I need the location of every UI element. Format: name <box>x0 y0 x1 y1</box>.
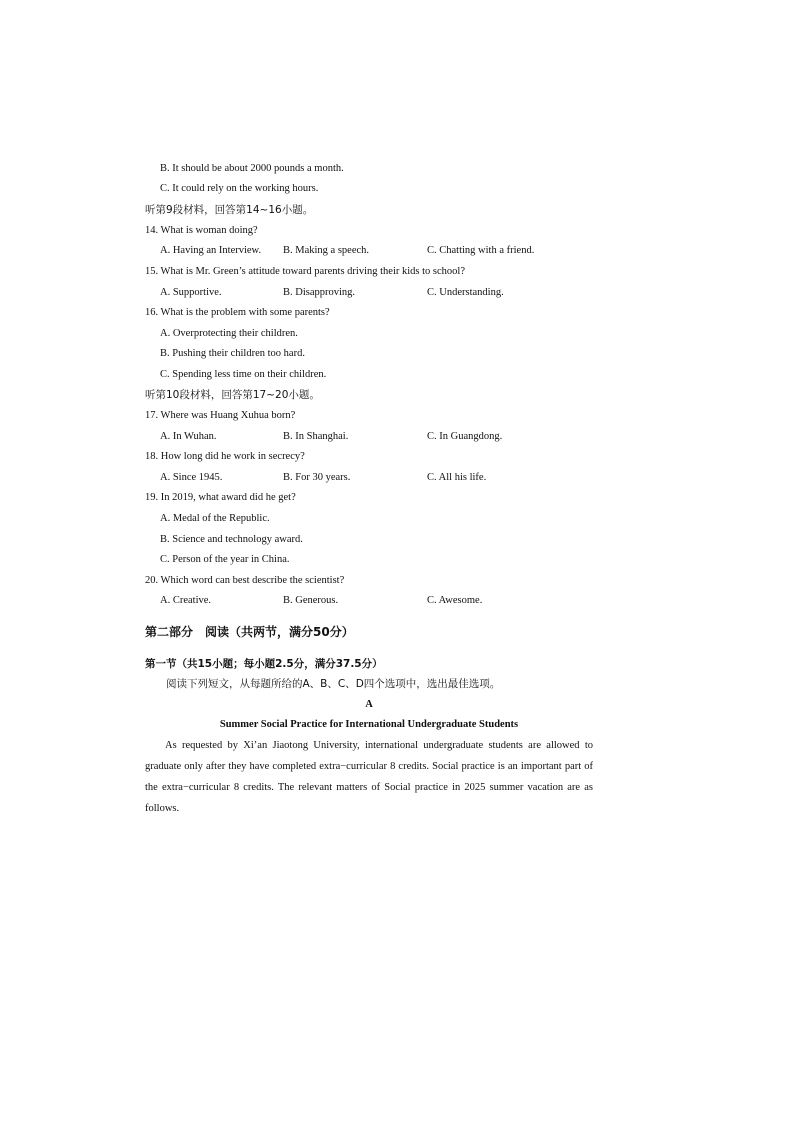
passage-title: Summer Social Practice for International Undergraduate Students <box>219 719 519 730</box>
option-a: A. In Wuhan. <box>160 431 217 442</box>
option-b: B. Making a speech. <box>283 245 370 256</box>
passage-letter: A <box>365 699 373 710</box>
option-b: B. Pushing their children too hard. <box>160 348 305 359</box>
option-a: A. Creative. <box>160 595 212 606</box>
option-c: C. It could rely on the working hours. <box>160 183 319 194</box>
option-c: C. Person of the year in China. <box>160 554 290 565</box>
option-c: C. Spending less time on their children. <box>160 369 327 380</box>
section-instruction: 听第9段材料，回答第14~16小题。 <box>145 204 314 216</box>
option-c: C. All his life. <box>427 472 487 483</box>
option-a: A. Overprotecting their children. <box>160 328 298 339</box>
option-a: A. Medal of the Republic. <box>160 513 270 524</box>
option-b: B. In Shanghai. <box>283 431 349 442</box>
option-b: B. It should be about 2000 pounds a month. <box>160 163 344 174</box>
question-stem: 19. In 2019, what award did he get? <box>145 492 296 503</box>
section-heading: 第一节（共15小题；每小题2.5分，满分37.5分） <box>145 658 383 670</box>
option-b: B. Generous. <box>283 595 339 606</box>
option-a: A. Since 1945. <box>160 472 223 483</box>
option-b: B. Disapproving. <box>283 287 356 298</box>
option-a: A. Supportive. <box>160 287 222 298</box>
question-stem: 14. What is woman doing? <box>145 225 258 236</box>
option-c: C. Understanding. <box>427 287 504 298</box>
question-stem: 20. Which word can best describe the scientist? <box>145 575 345 586</box>
option-a: A. Having an Interview. <box>160 245 262 256</box>
option-b: B. For 30 years. <box>283 472 351 483</box>
question-stem: 17. Where was Huang Xuhua born? <box>145 410 296 421</box>
option-c: C. Awesome. <box>427 595 483 606</box>
option-c: C. In Guangdong. <box>427 431 503 442</box>
section-instruction: 听第10段材料，回答第17~20小题。 <box>145 389 320 401</box>
option-b: B. Science and technology award. <box>160 534 303 545</box>
question-stem: 16. What is the problem with some parents? <box>145 307 330 318</box>
option-c: C. Chatting with a friend. <box>427 245 535 256</box>
passage-paragraph: As requested by Xi’an Jiaotong University, international undergraduate students are allowed to graduate only after they have completed extra−curricular 8 credits. Social practice is an important part of the extra−curricular 8 credits. The relevant matters of Social practice in 2025 summer vacation are as follows. <box>145 740 593 814</box>
reading-instruction: 阅读下列短文，从每题所给的A、B、C、D四个选项中，选出最佳选项。 <box>166 678 501 690</box>
question-stem: 18. How long did he work in secrecy? <box>145 451 305 462</box>
part-heading: 第二部分 阅读（共两节，满分50分） <box>145 625 354 639</box>
question-stem: 15. What is Mr. Green’s attitude toward parents driving their kids to school? <box>145 266 465 277</box>
